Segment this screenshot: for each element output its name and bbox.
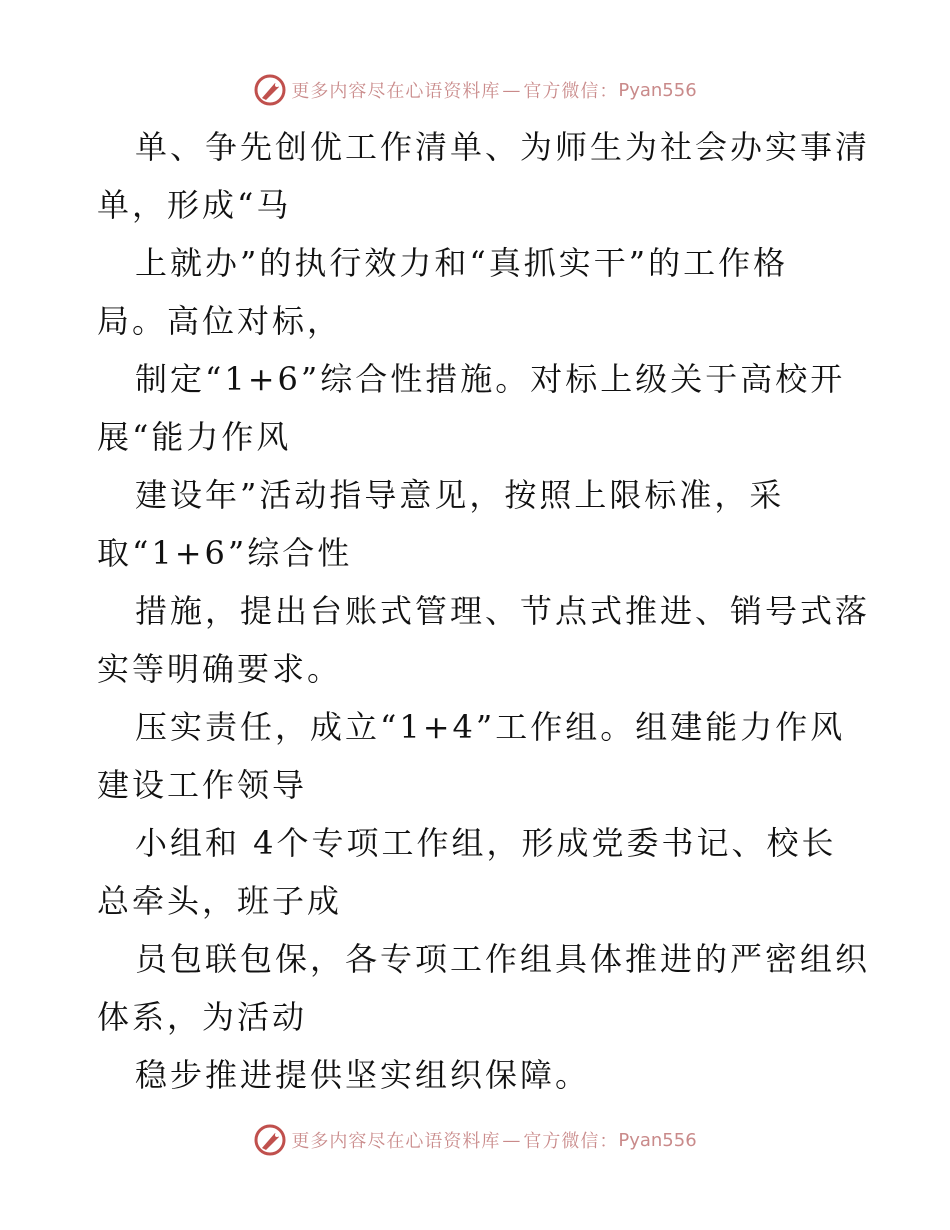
logo-icon bbox=[253, 1123, 287, 1157]
text-line: 总牵头，班子成 bbox=[97, 882, 343, 920]
text-line: 压实责任，成立“1+4”工作组。组建能力作风 bbox=[135, 708, 846, 746]
text-line: 体系，为活动 bbox=[97, 998, 308, 1036]
header-watermark bbox=[0, 70, 950, 110]
text-line: 建设工作领导 bbox=[97, 766, 308, 804]
text-line: 制定“1+6”综合性措施。对标上级关于高校开 bbox=[135, 360, 846, 398]
watermark-contact-id: Pyan556 bbox=[618, 1129, 697, 1151]
body-text bbox=[97, 118, 877, 1104]
watermark-contact-label: 官方微信： bbox=[523, 1131, 619, 1152]
text-line: 局。高位对标， bbox=[97, 302, 343, 340]
text-line: 取“1+6”综合性 bbox=[97, 534, 353, 572]
text-line: 小组和 4个专项工作组，形成党委书记、校长 bbox=[135, 824, 837, 862]
watermark-text: 更多内容尽在心语资料库 bbox=[291, 81, 501, 102]
watermark-contact-label: 官方微信： bbox=[523, 81, 619, 102]
text-line: 建设年”活动指导意见，按照上限标准，采 bbox=[135, 476, 785, 514]
watermark-text: 更多内容尽在心语资料库 bbox=[291, 1131, 501, 1152]
watermark-separator: — bbox=[502, 79, 522, 101]
text-line: 实等明确要求。 bbox=[97, 650, 343, 688]
text-line: 稳步推进提供坚实组织保障。 bbox=[135, 1056, 591, 1094]
text-line: 措施，提出台账式管理、节点式推进、销号式落 bbox=[135, 592, 871, 630]
footer-watermark bbox=[0, 1120, 950, 1160]
watermark-separator: — bbox=[502, 1129, 522, 1151]
text-line: 单、争先创优工作清单、为师生为社会办实事清 bbox=[135, 128, 871, 166]
text-line: 单，形成“马 bbox=[97, 186, 292, 224]
logo-icon bbox=[253, 73, 287, 107]
watermark-contact-id: Pyan556 bbox=[618, 79, 697, 101]
text-line: 员包联包保，各专项工作组具体推进的严密组织 bbox=[135, 940, 871, 978]
text-line: 上就办”的执行效力和“真抓实干”的工作格 bbox=[135, 244, 789, 282]
text-line: 展“能力作风 bbox=[97, 418, 292, 456]
